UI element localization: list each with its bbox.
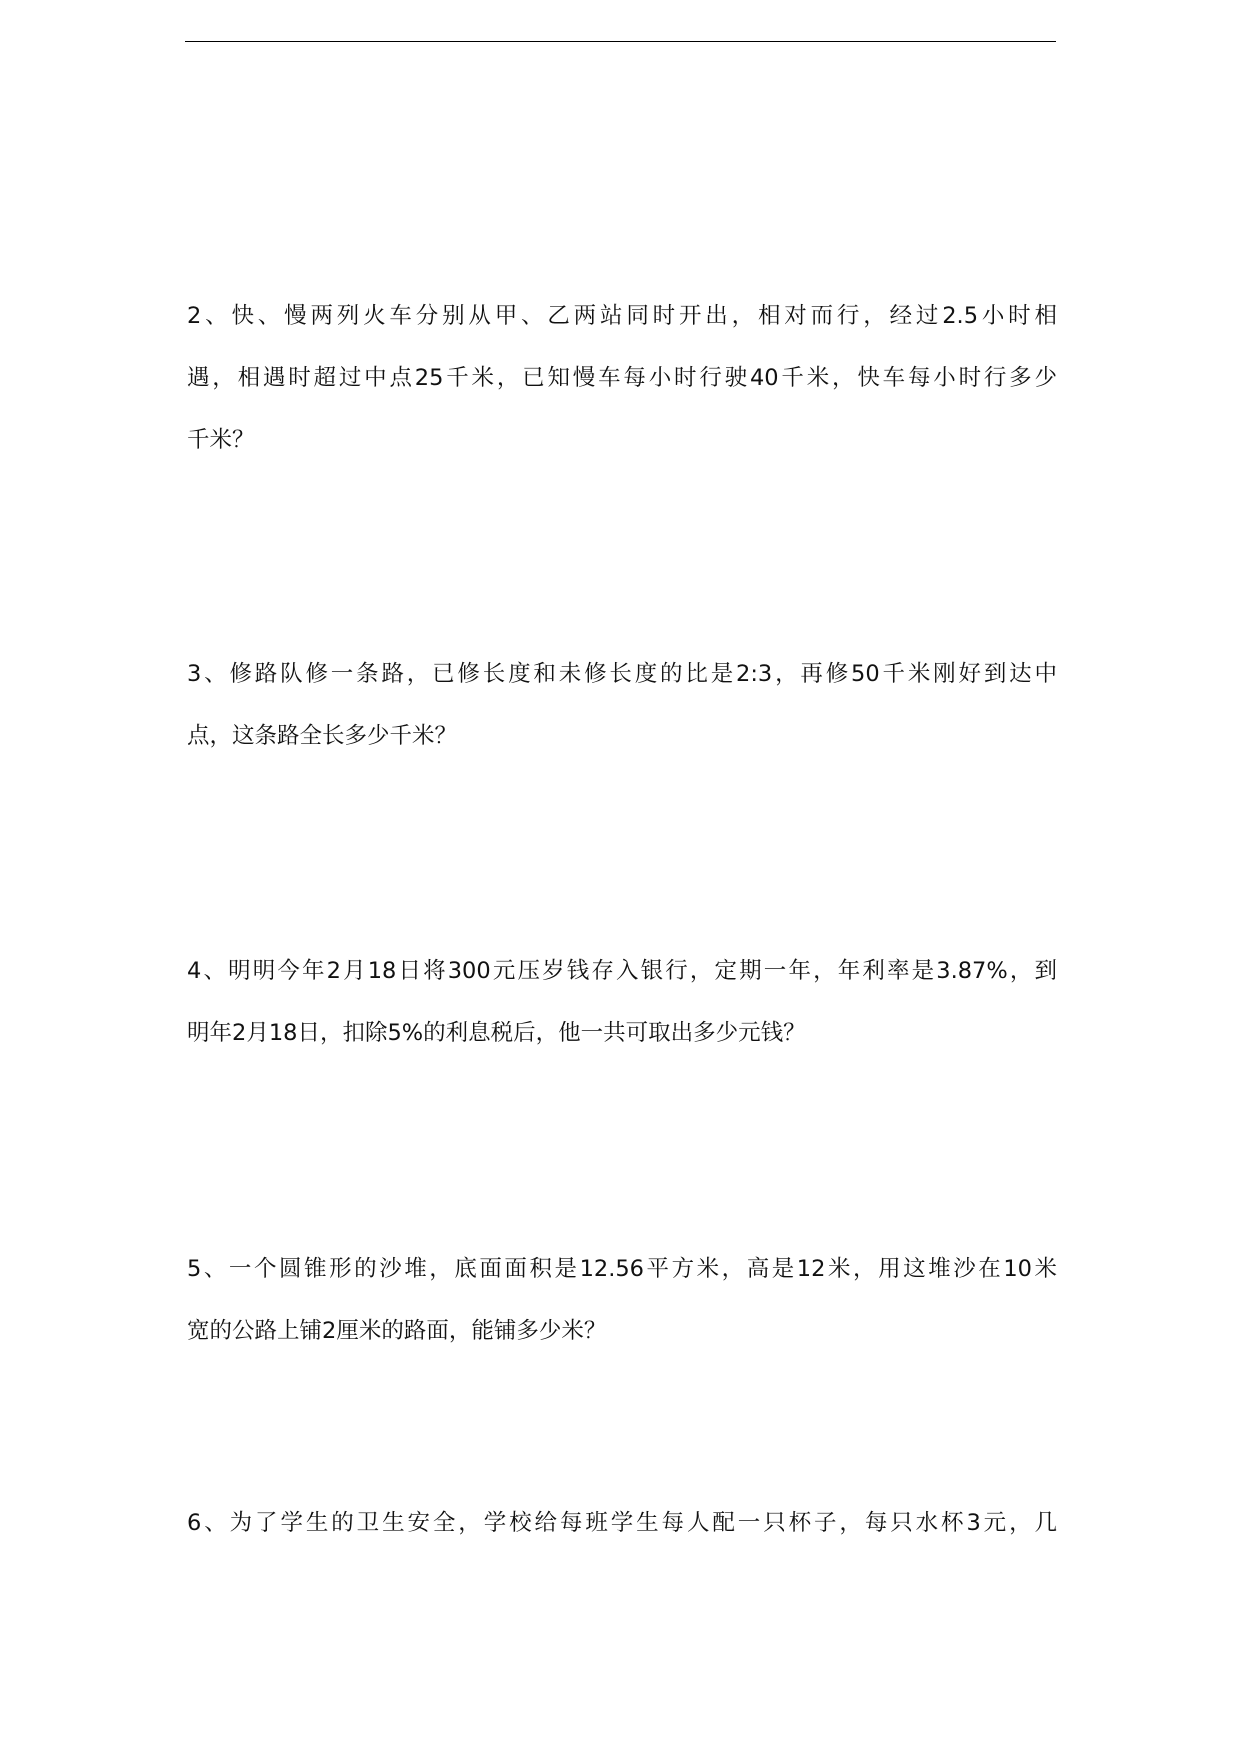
header-rule <box>185 41 1056 42</box>
problem-line: 6、为了学生的卫生安全，学校给每班学生每人配一只杯子，每只水杯3元，几 <box>187 1510 1057 1536</box>
problem-3 <box>187 643 1057 767</box>
problem-6 <box>187 1492 1057 1554</box>
problem-line: 3、修路队修一条路，已修长度和未修长度的比是2:3，再修50千米刚好到达中 <box>187 661 1057 687</box>
problem-2 <box>187 285 1057 471</box>
problem-line: 2、快、慢两列火车分别从甲、乙两站同时开出，相对而行，经过2.5小时相 <box>187 303 1057 329</box>
problem-4 <box>187 940 1057 1064</box>
problem-line: 4、明明今年2月18日将300元压岁钱存入银行，定期一年，年利率是3.87%，到 <box>187 958 1057 984</box>
problem-5 <box>187 1238 1057 1362</box>
problem-line: 千米？ <box>187 427 255 453</box>
problem-line: 宽的公路上铺2厘米的路面，能铺多少米？ <box>187 1318 607 1344</box>
problem-line: 点，这条路全长多少千米？ <box>187 723 458 749</box>
problem-line: 遇，相遇时超过中点25千米，已知慢车每小时行驶40千米，快车每小时行多少 <box>187 365 1057 391</box>
problem-line: 5、一个圆锥形的沙堆，底面面积是12.56平方米，高是12米，用这堆沙在10米 <box>187 1256 1057 1282</box>
problem-line: 明年2月18日，扣除5%的利息税后，他一共可取出多少元钱？ <box>187 1020 806 1046</box>
